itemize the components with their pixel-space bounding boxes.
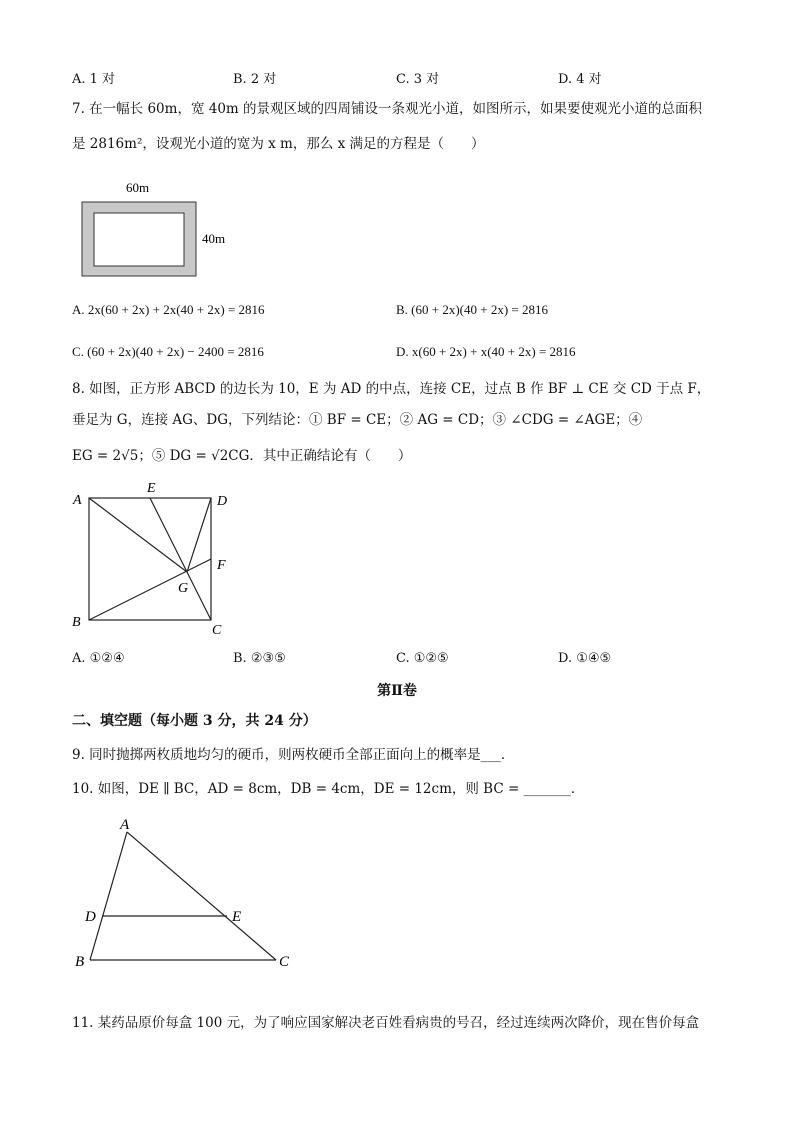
q8-option-d: D. ①④⑤: [558, 651, 612, 666]
label-60m: 60m: [126, 180, 150, 195]
segment-bf: [89, 559, 211, 620]
section-heading: 二、填空题（每小题 3 分，共 24 分）: [72, 713, 317, 729]
q10-triangle-diagram: [70, 812, 310, 974]
label-b: B: [75, 954, 85, 970]
label-b: B: [72, 615, 81, 630]
q8-text-line2: 垂足为 G，连接 AG、DG，下列结论：① BF = CE；② AG = CD；③ ∠CDG = ∠AGE；④: [72, 412, 643, 428]
label-40m: 40m: [202, 231, 226, 246]
segment-ac: [127, 832, 276, 960]
label-d: D: [217, 494, 228, 509]
segment-ag: [89, 498, 187, 572]
q6-option-a: A. 1 对: [72, 72, 116, 87]
q7-text-line2: 是 2816m²，设观光小道的宽为 x m，那么 x 满足的方程是（ ）: [72, 136, 485, 152]
q7-figure-path-diagram: [70, 172, 240, 284]
segment-ab: [90, 832, 127, 960]
section-title: 第Ⅱ卷: [377, 683, 417, 699]
q6-option-d: D. 4 对: [558, 72, 602, 87]
q11-text: 11. 某药品原价每盒 100 元，为了响应国家解决老百姓看病贵的号召，经过连续两次降价，现在售价每盒: [72, 1015, 700, 1031]
q8-square-diagram: [60, 478, 260, 638]
q8-option-a: A. ①②④: [72, 651, 125, 666]
q7-text-line1: 7. 在一幅长 60m，宽 40m 的景观区域的四周铺设一条观光小道，如图所示，如果要使观光小道的总面积: [72, 101, 703, 117]
q7-option-b: B. (60 + 2x)(40 + 2x) = 2816: [396, 302, 548, 317]
label-d: D: [85, 909, 96, 925]
label-e: E: [147, 481, 156, 496]
label-a: A: [120, 817, 130, 833]
q8-text-line3: EG = 2√5；⑤ DG = √2CG．其中正确结论有（ ）: [72, 448, 412, 464]
q6-option-b: B. 2 对: [233, 72, 277, 87]
q10-text: 10. 如图，DE ∥ BC，AD = 8cm，DB = 4cm，DE = 12cm，则 BC = _______．: [72, 781, 585, 797]
segment-ce: [150, 498, 211, 620]
q8-text-line1: 8. 如图，正方形 ABCD 的边长为 10，E 为 AD 的中点，连接 CE，过点 B 作 BF ⊥ CE 交 CD 于点 F，: [72, 381, 711, 397]
q7-option-a: A. 2x(60 + 2x) + 2x(40 + 2x) = 2816: [72, 302, 265, 317]
label-a: A: [73, 493, 82, 508]
q7-option-d: D. x(60 + 2x) + x(40 + 2x) = 2816: [396, 344, 576, 359]
label-f: F: [217, 558, 226, 573]
label-g: G: [178, 581, 189, 596]
q6-option-c: C. 3 对: [396, 72, 440, 87]
label-e: E: [232, 909, 242, 925]
label-c: C: [212, 623, 222, 638]
square-abcd: [89, 498, 211, 620]
q9-text: 9. 同时抛掷两枚质地均匀的硬币，则两枚硬币全部正面向上的概率是___．: [72, 747, 515, 763]
q7-option-c: C. (60 + 2x)(40 + 2x) − 2400 = 2816: [72, 344, 264, 359]
q8-option-c: C. ①②⑤: [396, 651, 449, 666]
q8-option-b: B. ②③⑤: [233, 651, 286, 666]
inner-rectangle: [94, 213, 184, 266]
label-c: C: [279, 954, 290, 970]
